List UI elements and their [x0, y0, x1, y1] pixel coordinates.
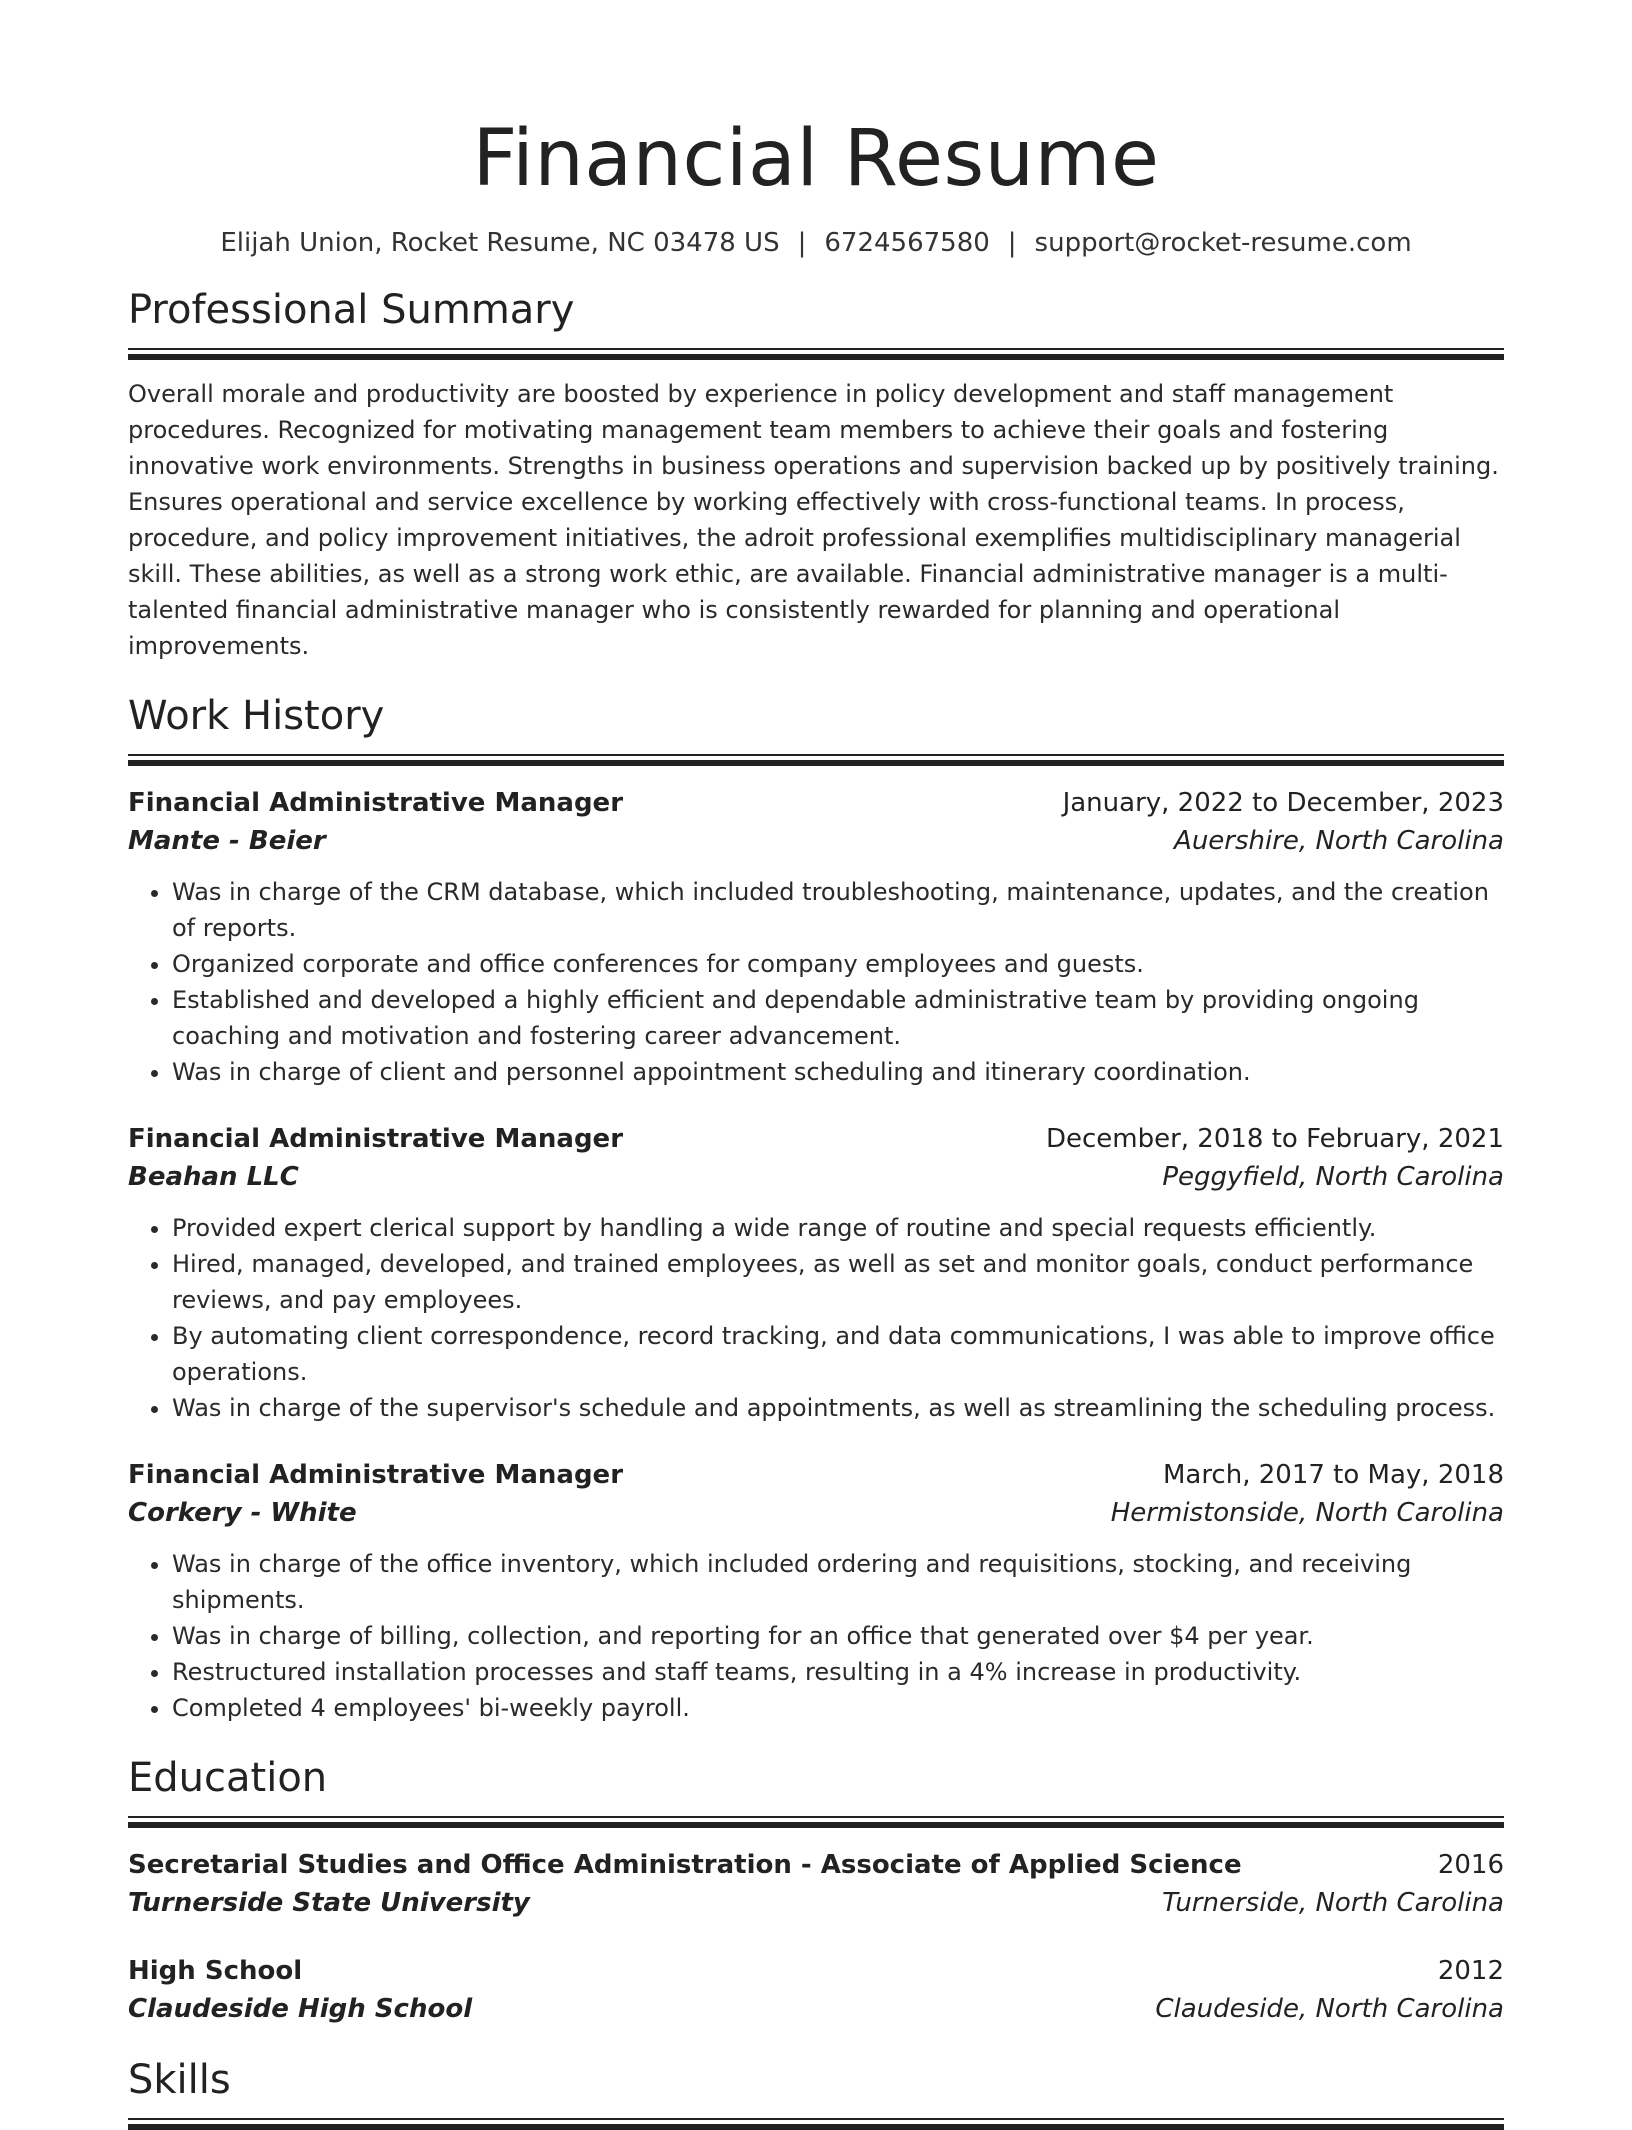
resume-title: Financial Resume — [472, 114, 1160, 204]
job-title: Financial Administrative Manager — [128, 788, 624, 818]
section-divider — [128, 754, 1504, 756]
job-dates: March, 2017 to May, 2018 — [1162, 1460, 1504, 1490]
summary-text: Overall morale and productivity are boosted by experience in policy development and staff management procedures. Recognized for motivating management team members to achieve their goals and fostering innovative work environments. Strengths in business operations and supervision backed up by positively training. Ensures operational and service excellence by working effectively with cross-functional teams. In process, procedure, and policy improvement initiatives, the adroit professional exemplifies multidisciplinary managerial skill. These abilities, as well as a strong work ethic, are available. Financial administrative manager is a multi-talented financial administrative manager who is consistently rewarded for planning and operational improvements. — [128, 380, 1499, 660]
education-school-row — [128, 1990, 1504, 2028]
work-history-section — [128, 692, 1504, 1726]
section-heading-summary: Professional Summary — [128, 287, 575, 333]
job-header-row — [128, 784, 1504, 822]
job-bullet: • Organized corporate and office conferences for company employees and guests. — [172, 946, 1504, 982]
job-title: Financial Administrative Manager — [128, 1124, 624, 1154]
job-bullet: • Established and developed a highly efficient and dependable administrative team by providing ongoing coaching and motivation and fostering career advancement. — [172, 982, 1504, 1054]
job-header-row — [128, 1456, 1504, 1494]
education-header-row — [128, 1846, 1504, 1884]
job-company-row — [128, 1158, 1504, 1196]
section-heading-skills: Skills — [128, 2057, 231, 2103]
education-location: Turnerside, North Carolina — [1162, 1888, 1504, 1918]
education-degree: High School — [128, 1956, 303, 1986]
section-divider — [128, 2124, 1504, 2130]
job-company: Mante - Beier — [128, 826, 326, 856]
education-degree: Secretarial Studies and Office Administration - Associate of Applied Science — [128, 1850, 1242, 1880]
education-school: Turnerside State University — [128, 1888, 530, 1918]
job-bullet: • Provided expert clerical support by handling a wide range of routine and special requests efficiently. — [172, 1210, 1504, 1246]
section-divider — [128, 1816, 1504, 1818]
job-location: Peggyfield, North Carolina — [1162, 1162, 1504, 1192]
job-company-row — [128, 822, 1504, 860]
job-bullet: • Was in charge of the CRM database, which included troubleshooting, maintenance, updates, and the creation of reports. — [172, 874, 1504, 946]
education-entry — [128, 1846, 1504, 1922]
job-bullet: • Was in charge of the office inventory, which included ordering and requisitions, stocking, and receiving shipments. — [172, 1546, 1504, 1618]
job-entry — [128, 1120, 1504, 1426]
job-bullet: • Was in charge of billing, collection, and reporting for an office that generated over $4 per year. — [172, 1618, 1504, 1654]
section-divider — [128, 354, 1504, 360]
job-bullets — [128, 874, 1504, 1090]
job-bullets — [128, 1546, 1504, 1726]
job-header-row — [128, 1120, 1504, 1158]
job-bullet: • Was in charge of client and personnel appointment scheduling and itinerary coordination. — [172, 1054, 1504, 1090]
education-entry — [128, 1952, 1504, 2028]
job-title: Financial Administrative Manager — [128, 1460, 624, 1490]
job-company-row — [128, 1494, 1504, 1532]
section-heading-education: Education — [128, 1755, 328, 1801]
job-bullet: • Hired, managed, developed, and trained employees, as well as set and monitor goals, conduct performance reviews, and pay employees. — [172, 1246, 1504, 1318]
job-dates: December, 2018 to February, 2021 — [1045, 1124, 1504, 1154]
contact-separator: | — [1007, 228, 1017, 258]
job-dates: January, 2022 to December, 2023 — [1062, 788, 1504, 818]
job-company: Beahan LLC — [128, 1162, 299, 1192]
contact-phone: 6724567580 — [824, 228, 990, 258]
contact-line — [128, 228, 1504, 258]
education-location: Claudeside, North Carolina — [1155, 1994, 1504, 2024]
job-bullet: • Restructured installation processes and staff teams, resulting in a 4% increase in productivity. — [172, 1654, 1504, 1690]
education-year: 2012 — [1437, 1956, 1504, 1986]
education-school: Claudeside High School — [128, 1994, 473, 2024]
contact-address: Elijah Union, Rocket Resume, NC 03478 US — [220, 228, 780, 258]
section-heading-work: Work History — [128, 693, 385, 739]
education-section — [128, 1754, 1504, 2028]
section-divider — [128, 760, 1504, 766]
contact-separator: | — [797, 228, 807, 258]
job-company: Corkery - White — [128, 1498, 357, 1528]
job-bullet: • Completed 4 employees' bi-weekly payroll. — [172, 1690, 1504, 1726]
skills-section — [128, 2056, 1504, 2130]
job-location: Auershire, North Carolina — [1174, 826, 1504, 856]
section-divider — [128, 2118, 1504, 2120]
job-bullet: • By automating client correspondence, record tracking, and data communications, I was able to improve office operations. — [172, 1318, 1504, 1390]
education-school-row — [128, 1884, 1504, 1922]
contact-email[interactable]: support@rocket-resume.com — [1034, 228, 1412, 258]
job-entry — [128, 1456, 1504, 1726]
section-divider — [128, 1822, 1504, 1828]
section-divider — [128, 348, 1504, 350]
summary-section — [128, 286, 1504, 664]
job-entry — [128, 784, 1504, 1090]
job-location: Hermistonside, North Carolina — [1110, 1498, 1504, 1528]
job-bullets — [128, 1210, 1504, 1426]
education-year: 2016 — [1437, 1850, 1504, 1880]
education-header-row — [128, 1952, 1504, 1990]
job-bullet: • Was in charge of the supervisor's schedule and appointments, as well as streamlining the scheduling process. — [172, 1390, 1504, 1426]
